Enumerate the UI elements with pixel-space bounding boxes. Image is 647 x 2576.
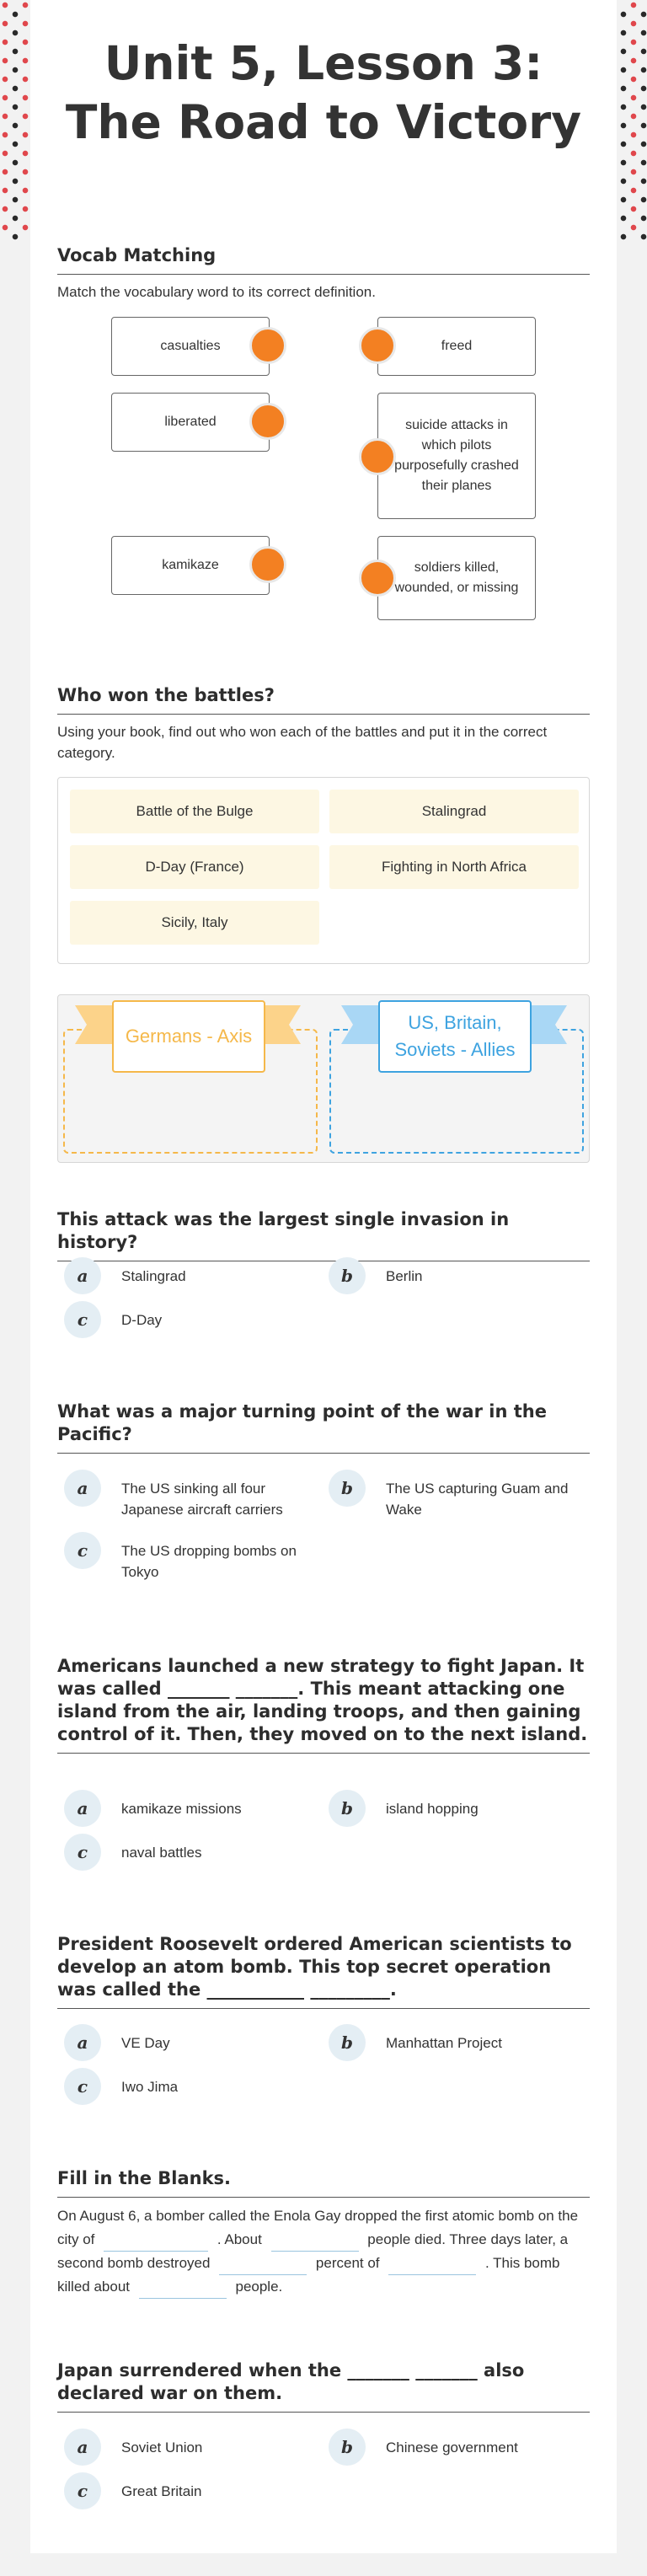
option-letter: c [64,1834,101,1871]
question-4 [57,1933,590,2009]
answer-option[interactable] [64,2472,317,2509]
match-connector[interactable] [249,546,286,583]
answer-option[interactable] [64,1532,317,1583]
option-text: The US sinking all four Japanese aircraft carriers [121,1481,283,1518]
option-letter: b [329,1257,366,1294]
match-connector[interactable] [249,403,286,440]
option-text: The US capturing Guam and Wake [386,1481,569,1518]
fill-blank-input[interactable] [104,2236,208,2252]
fill-title: Fill in the Blanks. [57,2167,590,2198]
option-text: Chinese government [386,2439,518,2456]
fill-text: people. [235,2279,283,2295]
battles-section [57,684,590,763]
option-letter: a [64,1790,101,1827]
battles-title: Who won the battles? [57,684,590,715]
fill-blank-input[interactable] [388,2260,476,2275]
option-text: Stalingrad [121,1268,186,1284]
option-letter: c [64,2068,101,2105]
fill-text: percent of [315,2255,380,2271]
fill-paragraph [57,2204,590,2299]
answer-option[interactable] [329,1257,581,1294]
vocab-definition-suicide-attacks[interactable]: suicide attacks in which pilots purposefully crashed their planes [377,393,536,519]
answer-option[interactable] [64,2429,317,2466]
match-connector[interactable] [249,327,286,364]
answer-option[interactable] [329,2024,581,2061]
fill-text: . This bomb killed about [57,2255,560,2295]
question-prompt: President Roosevelt ordered American scientists to develop an atom bomb. This top secret operation was called the ___________ _________. [57,1933,590,2009]
battle-card[interactable]: Battle of the Bulge [70,790,319,833]
battle-card[interactable]: D-Day (France) [70,845,319,889]
option-text: Great Britain [121,2483,202,2499]
fill-blank-input[interactable] [271,2236,359,2252]
battle-card[interactable]: Sicily, Italy [70,901,319,945]
option-text: kamikaze missions [121,1801,242,1817]
battles-instructions: Using your book, find out who won each of the battles and put it in the correct category. [57,724,548,761]
question-prompt: Japan surrendered when the _______ _______ also declared war on them. [57,2359,590,2413]
category-allies: US, Britain, Soviets - Allies [378,1000,532,1073]
fill-text: people died. Three days later, a second bomb destroyed [57,2231,569,2271]
option-letter: b [329,1790,366,1827]
battle-card[interactable]: Stalingrad [329,790,579,833]
answer-option[interactable] [64,1834,317,1871]
option-letter: a [64,1257,101,1294]
fill-blank-input[interactable] [219,2260,307,2275]
option-text: Berlin [386,1268,423,1284]
battle-cards-area [57,777,590,964]
question-5 [57,2359,590,2413]
page-title: Unit 5, Lesson 3: The Road to Victory [65,36,582,149]
option-text: VE Day [121,2035,170,2051]
answer-option[interactable] [64,1257,317,1294]
answer-option[interactable] [64,1790,317,1827]
option-text: naval battles [121,1845,202,1861]
answer-option[interactable] [329,1790,581,1827]
option-letter: c [64,2472,101,2509]
question-2 [57,1400,590,1454]
vocab-instructions: Match the vocabulary word to its correct definition. [57,284,376,300]
option-letter: c [64,1301,101,1338]
answer-option[interactable] [64,2068,317,2105]
option-letter: b [329,2024,366,2061]
option-text: island hopping [386,1801,479,1817]
vocab-word-casualties[interactable]: casualties [111,317,270,376]
vocab-title: Vocab Matching [57,244,590,275]
fill-section [57,2167,590,2299]
match-connector[interactable] [359,327,396,364]
option-letter: b [329,1470,366,1507]
option-letter: b [329,2429,366,2466]
question-prompt: Americans launched a new strategy to fight Japan. It was called _______ _______. This meant attacking one island from the air, landing troops, and then gaining control of it. Then, they moved on to the next island. [57,1655,590,1754]
question-3 [57,1655,590,1754]
answer-option[interactable] [329,2429,581,2466]
option-letter: a [64,1470,101,1507]
option-text: D-Day [121,1312,163,1328]
option-text: Iwo Jima [121,2079,179,2095]
vocab-section [57,244,590,303]
option-letter: c [64,1532,101,1569]
answer-option[interactable] [64,1470,317,1520]
match-connector[interactable] [359,560,396,597]
category-area [57,994,590,1163]
question-prompt: This attack was the largest single invasion in history? [57,1208,590,1261]
fill-text: On August 6, a bomber called the Enola Gay dropped the first atomic bomb on the city of [57,2208,579,2247]
answer-option[interactable] [64,2024,317,2061]
fill-text: . About [217,2231,262,2247]
category-axis: Germans - Axis [112,1000,265,1073]
match-connector[interactable] [359,438,396,475]
option-letter: a [64,2024,101,2061]
fill-blank-input[interactable] [139,2284,227,2299]
answer-option[interactable] [64,1301,317,1338]
question-prompt: What was a major turning point of the war in the Pacific? [57,1400,590,1454]
battle-card[interactable]: Fighting in North Africa [329,845,579,889]
option-text: The US dropping bombs on Tokyo [121,1543,297,1580]
vocab-definition-freed[interactable]: freed [377,317,536,376]
option-letter: a [64,2429,101,2466]
vocab-word-kamikaze[interactable]: kamikaze [111,536,270,595]
vocab-word-liberated[interactable]: liberated [111,393,270,452]
option-text: Soviet Union [121,2439,203,2456]
answer-option[interactable] [329,1470,581,1520]
option-text: Manhattan Project [386,2035,502,2051]
vocab-definition-soldiers-killed[interactable]: soldiers killed, wounded, or missing [377,536,536,620]
question-1 [57,1208,590,1261]
